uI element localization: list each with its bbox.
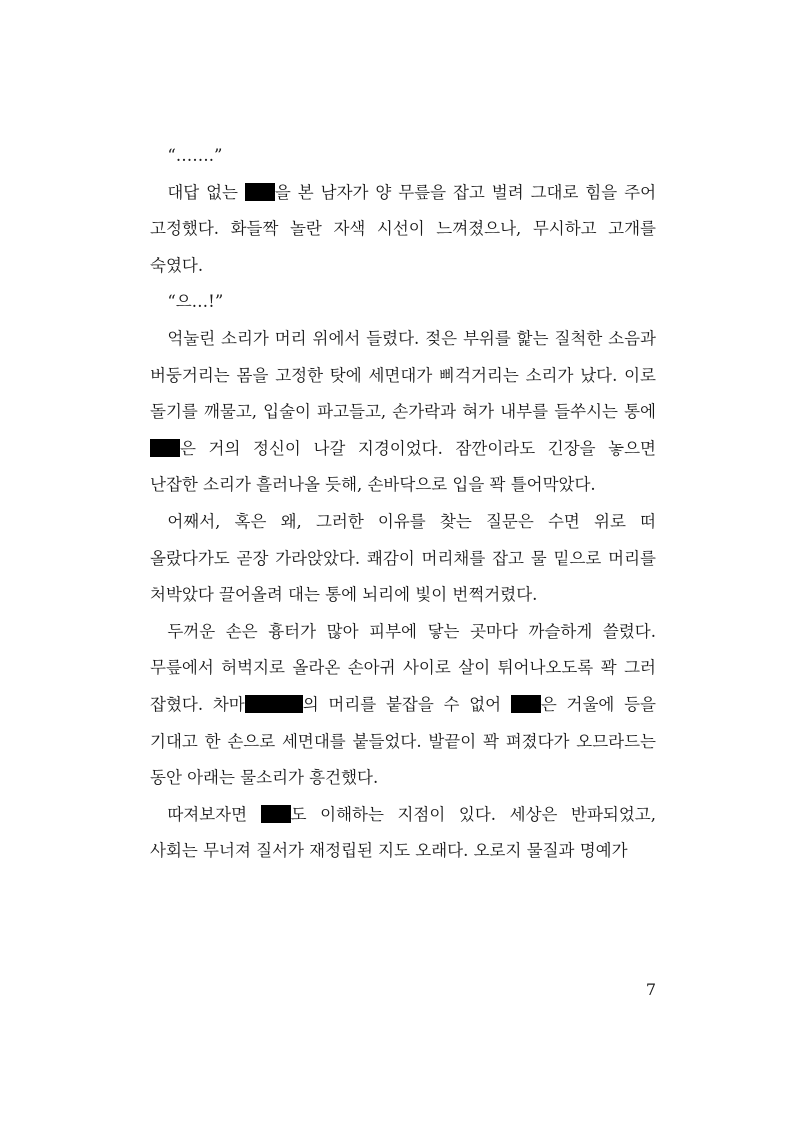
paragraph [150,138,656,175]
paragraph-text: 어째서, 혹은 왜, 그러한 이유를 찾는 질문은 수면 위로 떠 올랐다가도 곧장 가라앉았다. 쾌감이 머리채를 잡고 물 밑으로 머리를 처박았다 끌어올려 대는 통에 뇌리에 빛이 번쩍거렸다. [150,511,656,605]
paragraph-text: 은 거의 정신이 나갈 지경이었다. 잠깐이라도 긴장을 놓으면 난잡한 소리가 흘러나올 듯해, 손바닥으로 입을 꽉 틀어막았다. [150,438,656,495]
paragraph-text: 의 머리를 붙잡을 수 없어 [302,694,511,714]
paragraph [150,504,656,614]
body-text [150,138,656,870]
redaction-box [511,695,541,713]
paragraph-text: 따져보자면 [167,804,261,824]
paragraph [150,614,656,797]
paragraph-text: 두꺼운 손은 흉터가 많아 피부에 닿는 곳마다 까슬하게 쓸렸다. 무릎에서 허벅지로 올라온 손아귀 사이로 살이 튀어나오도록 꽉 그러 잡혔다. 차마 [150,621,656,714]
redaction-box [245,183,275,201]
redaction-box [150,439,180,457]
paragraph [150,175,656,285]
paragraph-text: “으…!” [167,292,224,312]
paragraph-text: 을 본 남자가 양 무릎을 잡고 벌려 그대로 힘을 주어 고정했다. 화들짝 놀란 자색 시선이 느껴졌으나, 무시하고 고개를 숙였다. [150,182,657,275]
paragraph [150,797,656,870]
paragraph-text: 억눌린 소리가 머리 위에서 들렸다. 젖은 부위를 핥는 질척한 소음과 버둥거리는 몸을 고정한 탓에 세면대가 삐걱거리는 소리가 났다. 이로 돌기를 깨물고, 입술이 파고들고, 손가락과 혀가 내부를 들쑤시는 통에 [150,328,656,422]
paragraph-text: 대답 없는 [167,182,245,202]
paragraph-text: “…….” [167,146,223,165]
paragraph-text: 도 이해하는 지점이 있다. 세상은 반파되었고, 사회는 무너져 질서가 재정립된 지도 오래다. 오로지 물질과 명예가 [150,804,656,861]
paragraph-text: 은 거울에 등을 기대고 한 손으로 세면대를 붙들었다. 발끝이 꽉 펴졌다가 오므라드는 동안 아래는 물소리가 흥건했다. [150,694,656,788]
paragraph [150,284,656,321]
redaction-box [245,695,303,713]
paragraph [150,321,656,504]
page-number: 7 [645,980,656,999]
redaction-box [261,805,291,823]
